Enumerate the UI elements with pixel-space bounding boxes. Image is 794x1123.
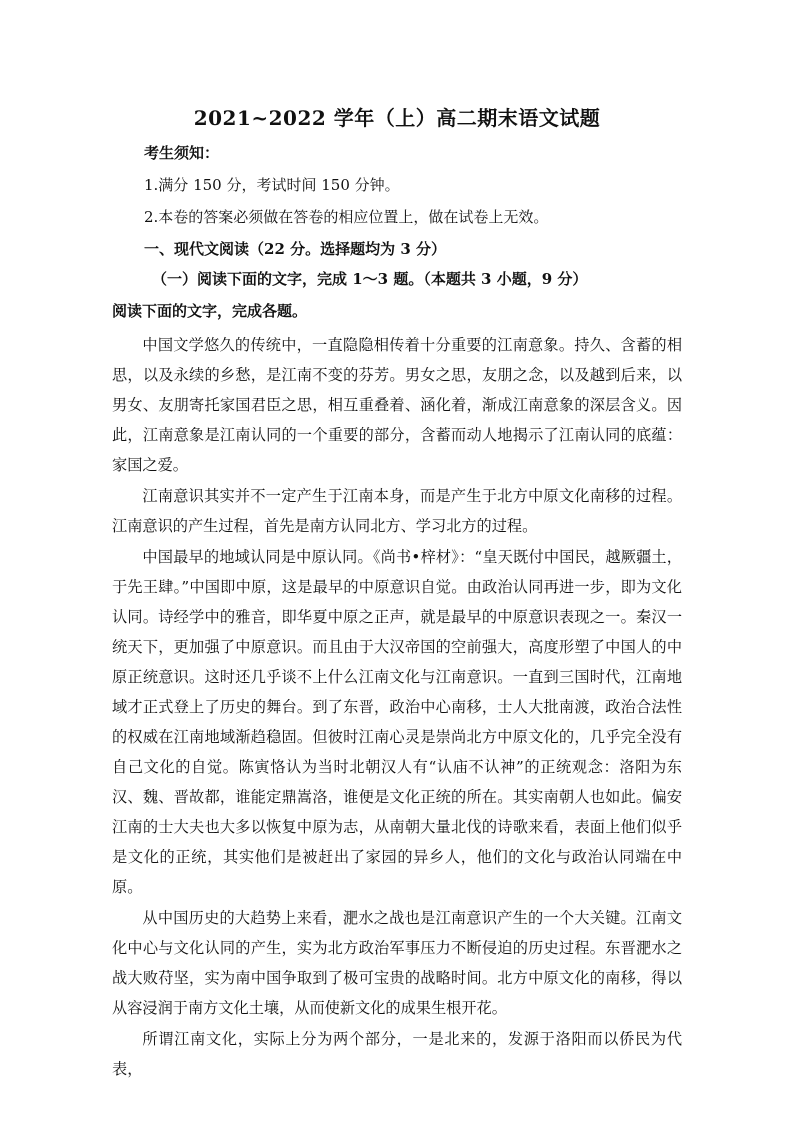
passage-paragraph-1: 中国文学悠久的传统中，一直隐隐相传着十分重要的江南意象。持久、含蓄的相思，以及永续的乡愁，是江南不变的芬芳。男女之思，友朋之念，以及越到后来，以男女、友朋寄托家国君臣之思，相互重叠着、涵化着，渐成江南意象的深层含义。因此，江南意象是江南认同的一个重要的部分，含蓄而动人地揭示了江南认同的底蕴：家国之爱。 bbox=[112, 336, 682, 474]
passage-paragraph-4: 从中国历史的大趋势上来看，淝水之战也是江南意识产生的一个大关键。江南文化中心与文化认同的产生，实为北方政治军事压力不断侵迫的历史过程。东晋淝水之战大败苻坚，实为南中国争取到了极可宝贵的战略时间。北方中原文化的南移，得以从容浸润于南方文化土壤，从而使新文化的成果生根开花。 bbox=[112, 909, 682, 1017]
subsection-heading: （一）阅读下面的文字，完成 1～3 题。（本题共 3 小题，9 分） bbox=[152, 270, 588, 288]
passage-paragraph-3: 中国最早的地域认同是中原认同。《尚书•梓材》：“皇天既付中国民，越厥疆土，于先王肆。”中国即中原，这是最早的中原意识自觉。由政治认同再进一步，即为文化认同。诗经学中的雅音，即华夏中原之正声，就是最早的中原意识表现之一。秦汉一统天下，更加强了中原意识。而且由于大汉帝国的空前强大，高度形塑了中国人的中原正统意识。这时还几乎谈不上什么江南文化与江南意识。一直到三国时代，江南地域才正式登上了历史的舞台。到了东晋，政治中心南移，士人大批南渡，政治合法性的权威在江南地域渐趋稳固。但彼时江南心灵是崇尚北方中原文化的，几乎完全没有自己文化的自觉。陈寅恪认为当时北朝汉人有“认庙不认神”的正统观念：洛阳为东汉、魏、晋故都，谁能定鼎嵩洛，谁便是文化正统的所在。其实南朝人也如此。偏安江南的士大夫也大多以恢复中原为志，从南朝大量北伐的诗歌来看，表面上他们似乎是文化的正统，其实他们是被赶出了家园的异乡人，他们的文化与政治认同端在中原。 bbox=[112, 548, 682, 896]
notice-item-2: 2.本卷的答案必须做在答卷的相应位置上，做在试卷上无效。 bbox=[144, 208, 549, 226]
section-heading: 一、现代文阅读（22 分。选择题均为 3 分） bbox=[144, 240, 446, 258]
exam-title: 2021~2022 学年（上）高二期末语文试题 bbox=[193, 106, 601, 130]
reading-instruction: 阅读下面的文字，完成各题。 bbox=[112, 302, 308, 320]
notice-item-1: 1.满分 150 分，考试时间 150 分钟。 bbox=[144, 176, 400, 194]
passage-paragraph-2: 江南意识其实并不一定产生于江南本身，而是产生于北方中原文化南移的过程。江南意识的产生过程，首先是南方认同北方、学习北方的过程。 bbox=[112, 487, 682, 535]
notice-heading: 考生须知： bbox=[144, 144, 220, 162]
passage-paragraph-5: 所谓江南文化，实际上分为两个部分，一是北来的，发源于洛阳而以侨民为代表， bbox=[112, 1030, 682, 1078]
